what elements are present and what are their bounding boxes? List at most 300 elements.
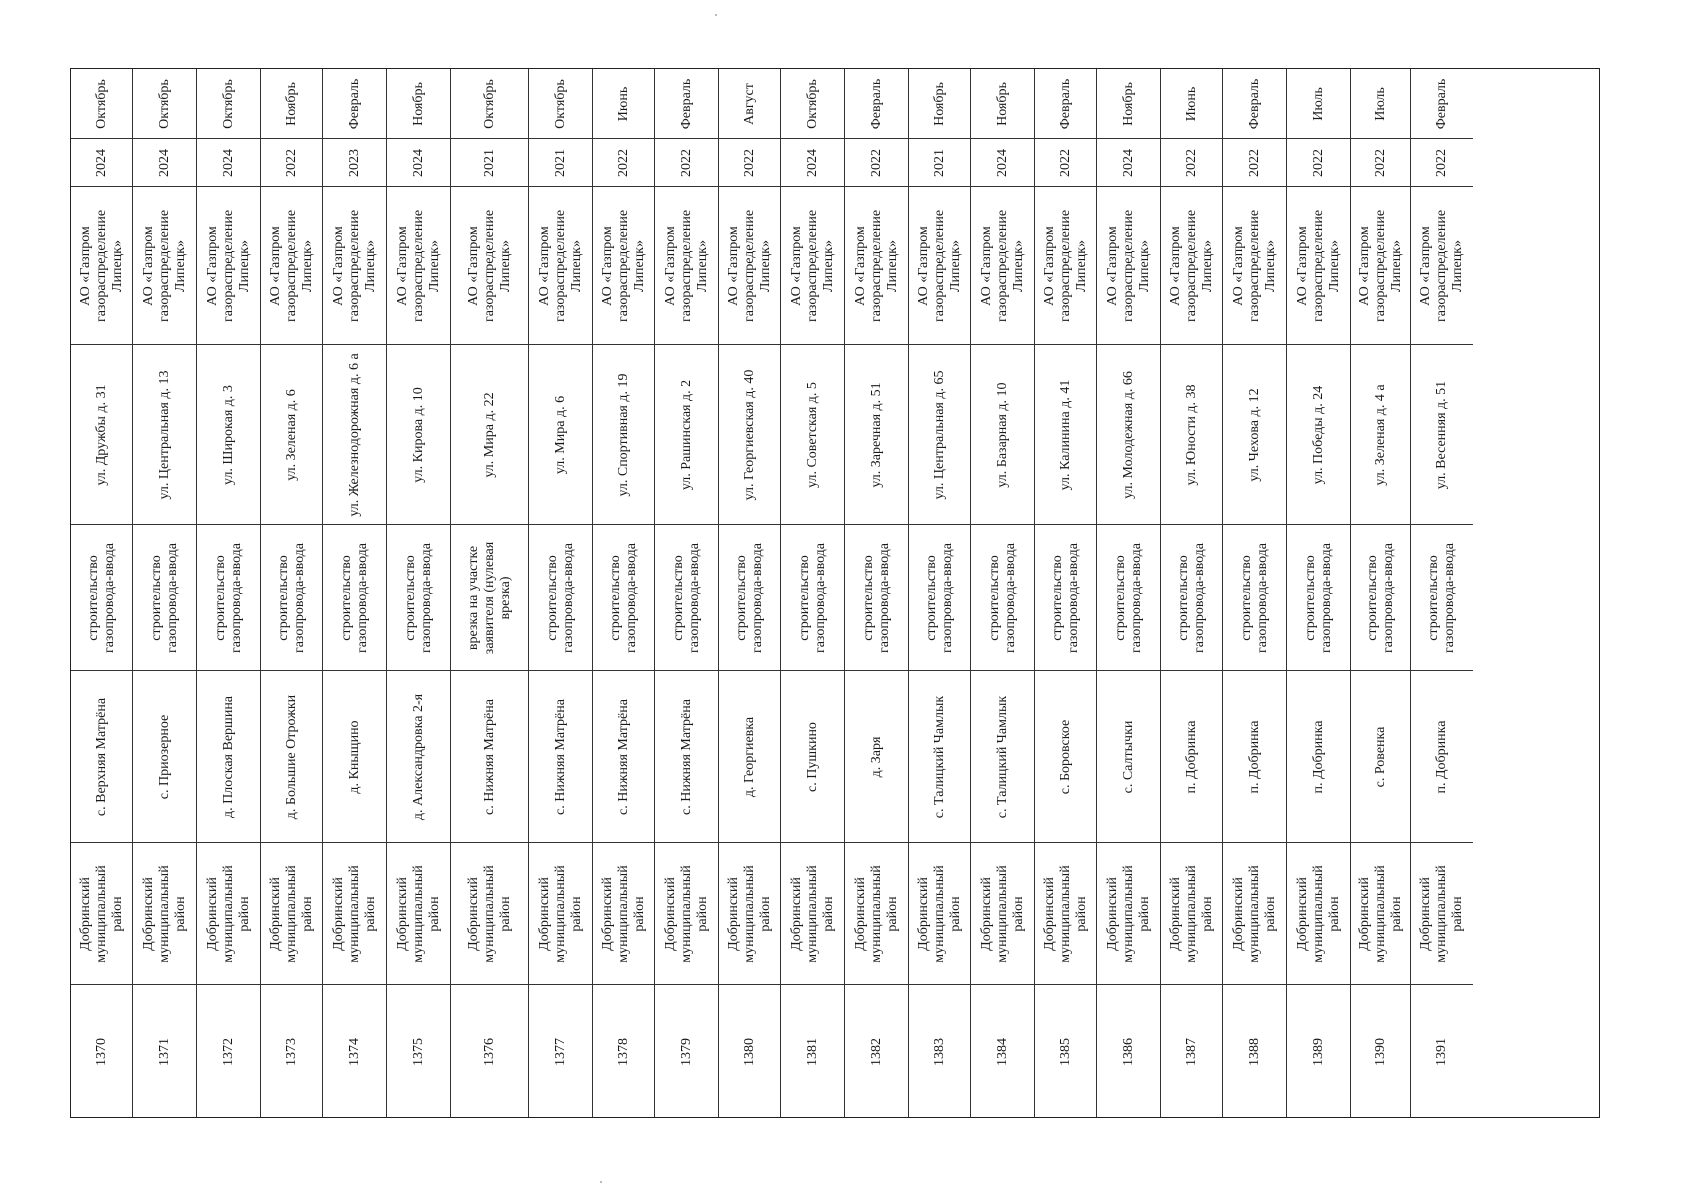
cell-district [1223, 843, 1286, 985]
work-text: строительство газопровода-ввода [860, 542, 892, 653]
cell-work [1411, 525, 1473, 671]
year-text: 2024 [804, 148, 820, 177]
table-row [1411, 69, 1473, 1117]
cell-locality [909, 671, 970, 843]
cell-month [71, 69, 132, 139]
year-text: 2022 [1434, 148, 1449, 177]
table-row [971, 69, 1035, 1117]
num-text: 1378 [615, 1038, 631, 1066]
cell-work [781, 525, 844, 671]
cell-org [719, 187, 780, 345]
year-text: 2021 [481, 148, 497, 177]
month-text: Февраль [1057, 78, 1073, 129]
cell-month [781, 69, 844, 139]
num-text: 1379 [678, 1038, 694, 1066]
cell-year [133, 139, 196, 187]
cell-address [387, 345, 450, 525]
cell-address [71, 345, 132, 525]
locality-text: с. Верхняя Матрёна [93, 697, 109, 816]
num-text: 1383 [931, 1038, 947, 1066]
work-text: строительство газопровода-ввода [275, 542, 307, 653]
cell-district [1411, 843, 1473, 985]
cell-org [529, 187, 592, 345]
locality-text: д. Плоская Вершина [220, 695, 236, 818]
cell-num [323, 985, 386, 1119]
work-text: строительство газопровода-ввода [796, 542, 828, 653]
cell-district [71, 843, 132, 985]
cell-work [133, 525, 196, 671]
cell-month [387, 69, 450, 139]
address-text: ул. Юности д. 38 [1183, 383, 1199, 486]
cell-work [387, 525, 450, 671]
cell-org [323, 187, 386, 345]
cell-org [197, 187, 260, 345]
month-text: Февраль [346, 78, 362, 129]
table-row [387, 69, 451, 1117]
year-text: 2024 [220, 148, 236, 177]
org-text: АО «Газпром газораспределение Липецк» [852, 209, 900, 322]
cell-num [1223, 985, 1286, 1119]
cell-month [719, 69, 780, 139]
address-text: ул. Мира д. 22 [481, 391, 497, 478]
cell-org [1223, 187, 1286, 345]
locality-text: д. Георгиевка [741, 716, 757, 797]
cell-locality [1035, 671, 1096, 843]
cell-year [909, 139, 970, 187]
num-text: 1388 [1246, 1038, 1262, 1066]
cell-address [1351, 345, 1410, 525]
district-text: Добринский муниципальный район [915, 864, 963, 963]
cell-address [971, 345, 1034, 525]
cell-locality [261, 671, 322, 843]
district-text: Добринский муниципальный район [140, 864, 188, 963]
cell-work [971, 525, 1034, 671]
month-text: Февраль [868, 78, 884, 129]
district-text: Добринский муниципальный район [394, 864, 442, 963]
num-text: 1371 [156, 1038, 172, 1066]
num-text: 1372 [220, 1038, 236, 1066]
district-text: Добринский муниципальный район [1104, 864, 1152, 963]
year-text: 2024 [93, 148, 109, 177]
cell-work [1223, 525, 1286, 671]
org-text: АО «Газпром газораспределение Липецк» [1294, 209, 1342, 322]
table-row [1287, 69, 1351, 1117]
cell-month [655, 69, 718, 139]
cell-month [1223, 69, 1286, 139]
address-text: ул. Центральная д. 13 [156, 370, 172, 499]
cell-district [451, 843, 528, 985]
year-text: 2022 [1246, 148, 1262, 177]
cell-address [451, 345, 528, 525]
cell-year [1287, 139, 1350, 187]
cell-org [133, 187, 196, 345]
cell-district [323, 843, 386, 985]
table-row [451, 69, 529, 1117]
cell-month [971, 69, 1034, 139]
cell-year [971, 139, 1034, 187]
cell-locality [1097, 671, 1160, 843]
table-row [71, 69, 133, 1117]
district-text: Добринский муниципальный район [725, 864, 773, 963]
month-text: Ноябрь [283, 81, 299, 126]
cell-num [1351, 985, 1410, 1119]
cell-district [909, 843, 970, 985]
cell-org [1097, 187, 1160, 345]
cell-month [1161, 69, 1222, 139]
locality-text: д. Большие Отрожки [283, 694, 299, 819]
month-text: Июль [1372, 86, 1388, 121]
locality-text: с. Ровенка [1372, 726, 1388, 787]
work-text: строительство газопровода-ввода [85, 542, 117, 653]
address-text: ул. Победы д. 24 [1310, 385, 1326, 484]
cell-district [1287, 843, 1350, 985]
table-row [845, 69, 909, 1117]
locality-text: п. Добринка [1434, 720, 1449, 793]
cell-address [529, 345, 592, 525]
work-text: строительство газопровода-ввода [1175, 542, 1207, 653]
num-text: 1382 [868, 1038, 884, 1066]
cell-org [845, 187, 908, 345]
cell-address [1161, 345, 1222, 525]
cell-num [1097, 985, 1160, 1119]
cell-locality [593, 671, 654, 843]
locality-text: с. Пушкино [804, 721, 820, 792]
num-text: 1389 [1310, 1038, 1326, 1066]
locality-text: д. Александровка 2-я [410, 693, 426, 820]
cell-address [1223, 345, 1286, 525]
year-text: 2024 [410, 148, 426, 177]
cell-year [1351, 139, 1410, 187]
locality-text: с. Нижняя Матрёна [552, 698, 568, 815]
district-text: Добринский муниципальный район [77, 864, 125, 963]
org-text: АО «Газпром газораспределение Липецк» [725, 209, 773, 322]
month-text: Ноябрь [994, 81, 1010, 126]
district-text: Добринский муниципальный район [267, 864, 315, 963]
org-text: АО «Газпром газораспределение Липецк» [140, 209, 188, 322]
district-text: Добринский муниципальный район [978, 864, 1026, 963]
org-text: АО «Газпром газораспределение Липецк» [77, 209, 125, 322]
work-text: строительство газопровода-ввода [1364, 542, 1396, 653]
locality-text: с. Талицкий Чамлык [931, 695, 947, 818]
work-text: строительство газопровода-ввода [1238, 542, 1270, 653]
locality-text: с. Нижняя Матрёна [615, 698, 631, 815]
year-text: 2022 [741, 148, 757, 177]
cell-year [655, 139, 718, 187]
month-text: Июнь [615, 86, 631, 121]
locality-text: с. Салтычки [1120, 720, 1136, 793]
cell-num [261, 985, 322, 1119]
cell-year [593, 139, 654, 187]
num-text: 1390 [1372, 1038, 1388, 1066]
cell-month [909, 69, 970, 139]
org-text: АО «Газпром газораспределение Липецк» [1041, 209, 1089, 322]
cell-org [781, 187, 844, 345]
month-text: Июнь [1183, 86, 1199, 121]
num-text: 1386 [1120, 1038, 1136, 1066]
org-text: АО «Газпром газораспределение Липецк» [330, 209, 378, 322]
cell-org [1411, 187, 1473, 345]
cell-locality [71, 671, 132, 843]
work-text: строительство газопровода-ввода [733, 542, 765, 653]
cell-month [1035, 69, 1096, 139]
cell-month [261, 69, 322, 139]
org-text: АО «Газпром газораспределение Липецк» [1167, 209, 1215, 322]
table-body [70, 68, 1600, 1118]
locality-text: п. Добринка [1310, 720, 1326, 793]
cell-locality [719, 671, 780, 843]
cell-num [1035, 985, 1096, 1119]
org-text: АО «Газпром газораспределение Липецк» [978, 209, 1026, 322]
cell-locality [655, 671, 718, 843]
cell-address [655, 345, 718, 525]
cell-work [719, 525, 780, 671]
cell-district [781, 843, 844, 985]
cell-work [909, 525, 970, 671]
cell-district [133, 843, 196, 985]
table-row [593, 69, 655, 1117]
cell-month [133, 69, 196, 139]
cell-num [593, 985, 654, 1119]
gas-connection-table [70, 68, 1600, 1118]
year-text: 2022 [615, 148, 631, 177]
locality-text: п. Добринка [1246, 720, 1262, 793]
org-text: АО «Газпром газораспределение Липецк» [204, 209, 252, 322]
cell-locality [1411, 671, 1473, 843]
year-text: 2022 [678, 148, 694, 177]
table-row [719, 69, 781, 1117]
cell-org [71, 187, 132, 345]
cell-num [387, 985, 450, 1119]
cell-district [655, 843, 718, 985]
cell-month [1287, 69, 1350, 139]
cell-address [323, 345, 386, 525]
month-text: Октябрь [220, 78, 236, 129]
cell-year [719, 139, 780, 187]
org-text: АО «Газпром газораспределение Липецк» [1230, 209, 1278, 322]
address-text: ул. Центральная д. 65 [931, 370, 947, 499]
address-text: ул. Калинина д. 41 [1057, 379, 1073, 490]
year-text: 2024 [1120, 148, 1136, 177]
num-text: 1385 [1057, 1038, 1073, 1066]
cell-locality [1287, 671, 1350, 843]
num-text: 1370 [93, 1038, 109, 1066]
work-text: строительство газопровода-ввода [1302, 542, 1334, 653]
cell-year [529, 139, 592, 187]
cell-district [1161, 843, 1222, 985]
cell-address [261, 345, 322, 525]
district-text: Добринский муниципальный район [536, 864, 584, 963]
work-text: строительство газопровода-ввода [544, 542, 576, 653]
year-text: 2024 [994, 148, 1010, 177]
cell-year [1097, 139, 1160, 187]
year-text: 2022 [1372, 148, 1388, 177]
cell-district [1035, 843, 1096, 985]
cell-address [1411, 345, 1473, 525]
address-text: ул. Зеленая д. 6 [283, 388, 299, 481]
year-text: 2021 [931, 148, 947, 177]
cell-num [1161, 985, 1222, 1119]
cell-org [1351, 187, 1410, 345]
work-text: строительство газопровода-ввода [1049, 542, 1081, 653]
cell-month [1411, 69, 1473, 139]
cell-month [1351, 69, 1410, 139]
cell-num [197, 985, 260, 1119]
table-row [1097, 69, 1161, 1117]
cell-month [1097, 69, 1160, 139]
work-text: строительство газопровода-ввода [338, 542, 370, 653]
cell-work [197, 525, 260, 671]
cell-address [1097, 345, 1160, 525]
org-text: АО «Газпром газораспределение Липецк» [1104, 209, 1152, 322]
num-text: 1376 [481, 1038, 497, 1066]
table-row [323, 69, 387, 1117]
cell-month [451, 69, 528, 139]
cell-month [323, 69, 386, 139]
address-text: ул. Советская д. 5 [804, 381, 820, 488]
cell-year [71, 139, 132, 187]
locality-text: п. Добринка [1183, 720, 1199, 793]
month-text: Октябрь [804, 78, 820, 129]
table-row [529, 69, 593, 1117]
cell-district [261, 843, 322, 985]
address-text: ул. Железнодорожная д. 6 а [346, 352, 362, 517]
cell-locality [781, 671, 844, 843]
work-text: строительство газопровода-ввода [212, 542, 244, 653]
cell-num [529, 985, 592, 1119]
org-text: АО «Газпром газораспределение Липецк» [465, 209, 513, 322]
num-text: 1381 [804, 1038, 820, 1066]
cell-num [845, 985, 908, 1119]
cell-org [387, 187, 450, 345]
cell-work [1287, 525, 1350, 671]
org-text: АО «Газпром газораспределение Липецк» [915, 209, 963, 322]
locality-text: д. Заря [868, 736, 884, 777]
month-text: Октябрь [552, 78, 568, 129]
cell-work [845, 525, 908, 671]
cell-org [1161, 187, 1222, 345]
scan-speck [715, 14, 717, 16]
cell-locality [197, 671, 260, 843]
cell-work [1097, 525, 1160, 671]
cell-work [451, 525, 528, 671]
address-text: ул. Чехова д. 12 [1246, 387, 1262, 482]
work-text: врезка на участке заявителя (нулевая врезка) [465, 541, 513, 654]
district-text: Добринский муниципальный район [1418, 864, 1465, 963]
cell-district [971, 843, 1034, 985]
work-text: строительство газопровода-ввода [923, 542, 955, 653]
cell-locality [971, 671, 1034, 843]
cell-address [845, 345, 908, 525]
cell-address [781, 345, 844, 525]
org-text: АО «Газпром газораспределение Липецк» [662, 209, 710, 322]
cell-month [845, 69, 908, 139]
table-row [1035, 69, 1097, 1117]
month-text: Ноябрь [1120, 81, 1136, 126]
month-text: Октябрь [156, 78, 172, 129]
cell-address [197, 345, 260, 525]
cell-locality [1351, 671, 1410, 843]
table-row [1351, 69, 1411, 1117]
cell-org [655, 187, 718, 345]
cell-locality [845, 671, 908, 843]
cell-year [1223, 139, 1286, 187]
cell-month [197, 69, 260, 139]
address-text: ул. Зеленая д. 4 а [1372, 383, 1388, 486]
cell-locality [529, 671, 592, 843]
cell-year [781, 139, 844, 187]
num-text: 1384 [994, 1038, 1010, 1066]
year-text: 2024 [156, 148, 172, 177]
cell-work [1351, 525, 1410, 671]
cell-work [1161, 525, 1222, 671]
work-text: строительство газопровода-ввода [1112, 542, 1144, 653]
district-text: Добринский муниципальный район [788, 864, 836, 963]
cell-org [1035, 187, 1096, 345]
cell-district [1351, 843, 1410, 985]
district-text: Добринский муниципальный район [1356, 864, 1404, 963]
month-text: Октябрь [93, 78, 109, 129]
year-text: 2022 [1310, 148, 1326, 177]
table-row [909, 69, 971, 1117]
cell-year [845, 139, 908, 187]
cell-locality [1223, 671, 1286, 843]
num-text: 1380 [741, 1038, 757, 1066]
cell-month [529, 69, 592, 139]
org-text: АО «Газпром газораспределение Липецк» [1356, 209, 1404, 322]
address-text: ул. Георгиевская д. 40 [741, 369, 757, 500]
org-text: АО «Газпром газораспределение Липецк» [599, 209, 647, 322]
district-text: Добринский муниципальный район [662, 864, 710, 963]
month-text: Февраль [1434, 78, 1449, 129]
district-text: Добринский муниципальный район [204, 864, 252, 963]
table-row [655, 69, 719, 1117]
cell-num [655, 985, 718, 1119]
work-text: строительство газопровода-ввода [670, 542, 702, 653]
cell-district [529, 843, 592, 985]
district-text: Добринский муниципальный район [1041, 864, 1089, 963]
cell-district [719, 843, 780, 985]
cell-work [323, 525, 386, 671]
address-text: ул. Спортивная д. 19 [615, 373, 631, 497]
district-text: Добринский муниципальный район [1294, 864, 1342, 963]
address-text: ул. Кирова д. 10 [410, 386, 426, 483]
scan-speck [600, 1181, 602, 1183]
year-text: 2021 [552, 148, 568, 177]
address-text: ул. Широкая д. 3 [220, 384, 236, 485]
cell-work [261, 525, 322, 671]
district-text: Добринский муниципальный район [599, 864, 647, 963]
num-text: 1387 [1183, 1038, 1199, 1066]
cell-address [1287, 345, 1350, 525]
month-text: Август [741, 82, 757, 125]
cell-locality [1161, 671, 1222, 843]
cell-district [845, 843, 908, 985]
cell-year [323, 139, 386, 187]
num-text: 1391 [1434, 1038, 1449, 1066]
month-text: Февраль [1246, 78, 1262, 129]
month-text: Октябрь [481, 78, 497, 129]
year-text: 2023 [346, 148, 362, 177]
cell-num [133, 985, 196, 1119]
num-text: 1373 [283, 1038, 299, 1066]
locality-text: с. Талицкий Чамлык [994, 695, 1010, 818]
org-text: АО «Газпром газораспределение Липецк» [1418, 209, 1465, 322]
cell-work [655, 525, 718, 671]
locality-text: с. Боровское [1057, 719, 1073, 794]
cell-year [197, 139, 260, 187]
cell-num [781, 985, 844, 1119]
cell-org [909, 187, 970, 345]
